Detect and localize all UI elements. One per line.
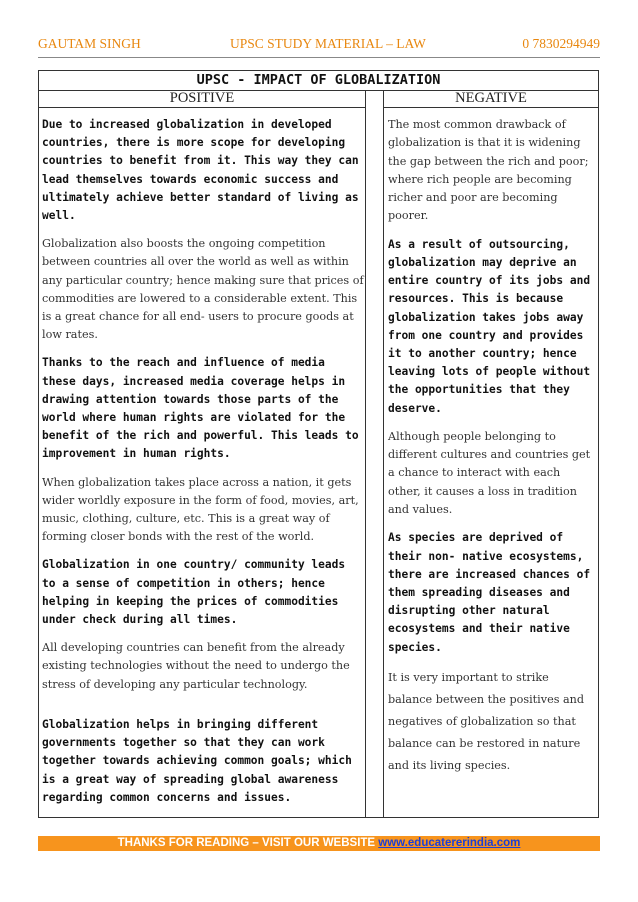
negative-point: Although people belonging to different cultures and countries get a chance to interact with each other, it causes a loss in tradition and values.: [388, 429, 591, 516]
website-link[interactable]: www.educatererindia.com: [378, 837, 521, 849]
negative-point: It is very important to strike balance between the positives and negatives of globalization so that balance can be restored in nature and its living species.: [388, 670, 585, 772]
positive-point: Globalization helps in bringing different governments together so that they can work together towards achieving common goals; which is a great way of spreading global awareness regarding common concerns and issues.: [42, 717, 352, 804]
negative-point: As species are deprived of their non- native ecosystems, there are increased chances of them spreading diseases and disrupting other natural ecosystems and their native species.: [388, 531, 591, 654]
comparison-table: [38, 70, 599, 818]
header-material: UPSC STUDY MATERIAL – LAW: [230, 36, 426, 51]
table-title: UPSC - IMPACT OF GLOBALIZATION: [39, 71, 598, 91]
header-divider: [38, 57, 600, 58]
positive-point: When globalization takes place across a nation, it gets wider worldly exposure in the form of food, movies, art, music, clothing, culture, etc. This is a great way of forming closer bonds with the rest of the world.: [42, 475, 359, 544]
page-header: [38, 36, 600, 56]
positive-point: Globalization in one country/ community leads to a sense of competition in others; hence helping in keeping the prices of commodities under check during all times.: [42, 558, 346, 627]
positive-point: Globalization also boosts the ongoing competition between countries all over the world as well as within any particular country; hence making sure that prices of commodities are lowered to a considerable extent. This is a great chance for all end- users to procure goods at low rates.: [42, 237, 364, 342]
page-footer: [38, 836, 600, 851]
column-divider: [383, 90, 384, 817]
header-author: GAUTAM SINGH: [38, 36, 141, 51]
positive-point: Thanks to the reach and influence of media these days, increased media coverage helps in drawing attention towards those parts of the world where human rights are violated for the benefit of the rich and powerful. This leads to improvement in human rights.: [42, 356, 359, 461]
negative-heading: NEGATIVE: [384, 90, 598, 108]
header-phone: 0 7830294949: [522, 36, 600, 51]
positive-point: Due to increased globalization in developed countries, there is more scope for developing countries to benefit from it. This way they can lead themselves towards economic success and ultimately achieve better standard of living as well.: [42, 118, 359, 223]
negative-point: As a result of outsourcing, globalization may deprive an entire country of its jobs and resources. This is because globalization takes jobs away from one country and provides it to another country; hence leaving lots of people without the opportunities that they deserve.: [388, 237, 591, 415]
positive-column: [42, 116, 364, 817]
negative-column: [388, 116, 593, 787]
column-divider: [365, 90, 366, 817]
negative-point: The most common drawback of globalization is that it is widening the gap between the rich and poor; where rich people are becoming richer and poor are becoming poorer.: [388, 118, 589, 223]
footer-text: THANKS FOR READING – VISIT OUR WEBSITE: [117, 837, 379, 849]
positive-point: All developing countries can benefit from the already existing technologies without the need to undergo the stress of developing any particular technology.: [42, 641, 350, 691]
positive-heading: POSITIVE: [39, 90, 365, 108]
